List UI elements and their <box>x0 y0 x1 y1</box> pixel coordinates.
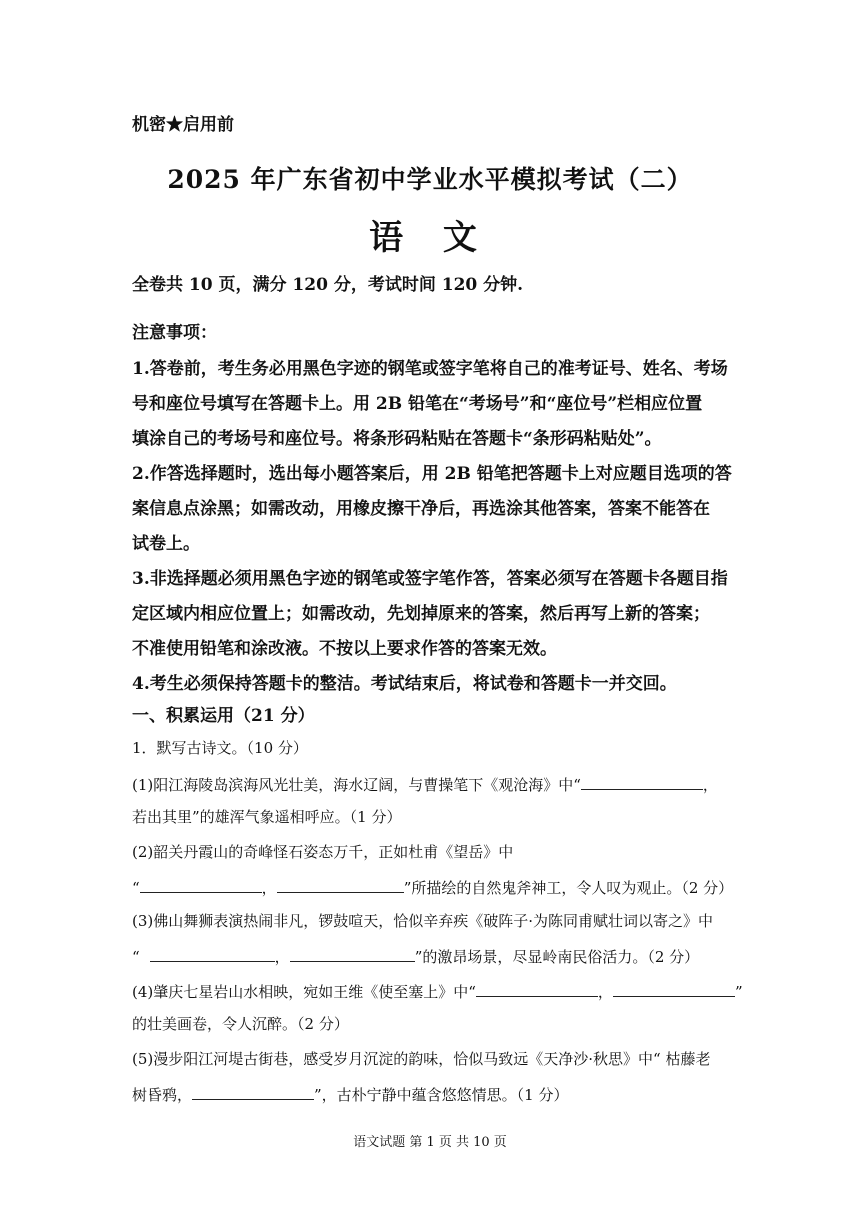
notice-1-line-3: 填涂自己的考场号和座位号。将条形码粘贴在答题卡“条形码粘贴处”。 <box>132 429 662 449</box>
item-3-comma: ， <box>274 948 290 966</box>
item-5-text-end: ”，古朴宁静中蕴含悠悠情思。（1 分） <box>314 1086 569 1104</box>
question-1-intro: 1．默写古诗文。（10 分） <box>132 739 308 757</box>
answer-blank-2a[interactable] <box>140 875 262 893</box>
item-1-comma: ， <box>702 776 718 794</box>
exam-summary: 全卷共 10 页，满分 120 分，考试时间 120 分钟. <box>132 275 524 295</box>
item-5-text-start: 树昏鸦， <box>132 1086 193 1104</box>
notice-2-line-3: 试卷上。 <box>132 534 200 554</box>
item-4-line-2: 的壮美画卷，令人沉醉。（2 分） <box>132 1015 349 1033</box>
answer-blank-3a[interactable] <box>150 944 275 962</box>
item-5-line-2 <box>132 1082 569 1105</box>
item-1-text: (1)阳江海陵岛滨海风光壮美，海水辽阔，与曹操笔下《观沧海》中“ <box>132 776 581 794</box>
confidential-label: 机密★启用前 <box>132 115 234 135</box>
item-2-open-quote: “ <box>132 879 140 897</box>
answer-blank-2b[interactable] <box>277 875 404 893</box>
answer-blank-4b[interactable] <box>613 979 735 997</box>
item-3-text-end: ”的激昂场景，尽显岭南民俗活力。（2 分） <box>414 948 700 966</box>
item-1-line-2: 若出其里”的雄浑气象遥相呼应。（1 分） <box>132 808 402 826</box>
subject-title: 语 文 <box>369 218 491 258</box>
item-3-line-1: (3)佛山舞狮表演热闹非凡，锣鼓喧天，恰似辛弃疾《破阵子·为陈同甫赋壮词以寄之》中 <box>132 912 714 930</box>
item-3-open-quote: “ <box>132 948 140 966</box>
item-2-comma: ， <box>261 879 277 897</box>
item-4-text: (4)肇庆七星岩山水相映，宛如王维《使至塞上》中“ <box>132 983 476 1001</box>
item-4-comma: ， <box>597 983 613 1001</box>
answer-blank-3b[interactable] <box>290 944 415 962</box>
item-1-line-1 <box>132 772 718 795</box>
item-2-line-1: (2)韶关丹霞山的奇峰怪石姿态万千，正如杜甫《望岳》中 <box>132 843 514 861</box>
answer-blank-5[interactable] <box>192 1082 314 1100</box>
item-5-line-1: (5)漫步阳江河堤古街巷，感受岁月沉淀的韵味，恰似马致远《天净沙·秋思》中“ 枯藤老 <box>132 1050 711 1068</box>
item-2-text-end: ”所描绘的自然鬼斧神工，令人叹为观止。（2 分） <box>403 879 734 897</box>
answer-blank-4a[interactable] <box>476 979 598 997</box>
notice-heading: 注意事项： <box>132 323 217 343</box>
notice-3-line-3: 不准使用铅笔和涂改液。不按以上要求作答的答案无效。 <box>132 639 557 659</box>
notice-2-line-1: 2.作答选择题时，选出每小题答案后，用 2B 铅笔把答题卡上对应题目选项的答 <box>132 464 732 484</box>
notice-1-line-1: 1.答卷前，考生务必用黑色字迹的钢笔或签字笔将自己的准考证号、姓名、考场 <box>132 359 728 379</box>
notice-3-line-2: 定区域内相应位置上；如需改动，先划掉原来的答案，然后再写上新的答案； <box>132 604 710 624</box>
item-4-line-1 <box>132 979 743 1002</box>
notice-1-line-2: 号和座位号填写在答题卡上。用 2B 铅笔在“考场号”和“座位号”栏相应位置 <box>132 394 703 414</box>
answer-blank-1[interactable] <box>581 772 703 790</box>
notice-3-line-1: 3.非选择题必须用黑色字迹的钢笔或签字笔作答，答案必须写在答题卡各题目指 <box>132 569 728 589</box>
notice-4-line-1: 4.考生必须保持答题卡的整洁。考试结束后，将试卷和答题卡一并交回。 <box>132 674 677 694</box>
exam-title: 2025 年广东省初中学业水平模拟考试（二） <box>167 165 693 194</box>
item-2-line-2 <box>132 875 733 898</box>
item-3-line-2 <box>132 944 699 967</box>
item-4-close-quote: ” <box>734 983 743 1001</box>
notice-2-line-2: 案信息点涂黑；如需改动，用橡皮擦干净后，再选涂其他答案，答案不能答在 <box>132 499 710 519</box>
section-heading: 一、积累运用（21 分） <box>132 706 315 726</box>
page-footer: 语文试题 第 1 页 共 10 页 <box>353 1135 507 1150</box>
